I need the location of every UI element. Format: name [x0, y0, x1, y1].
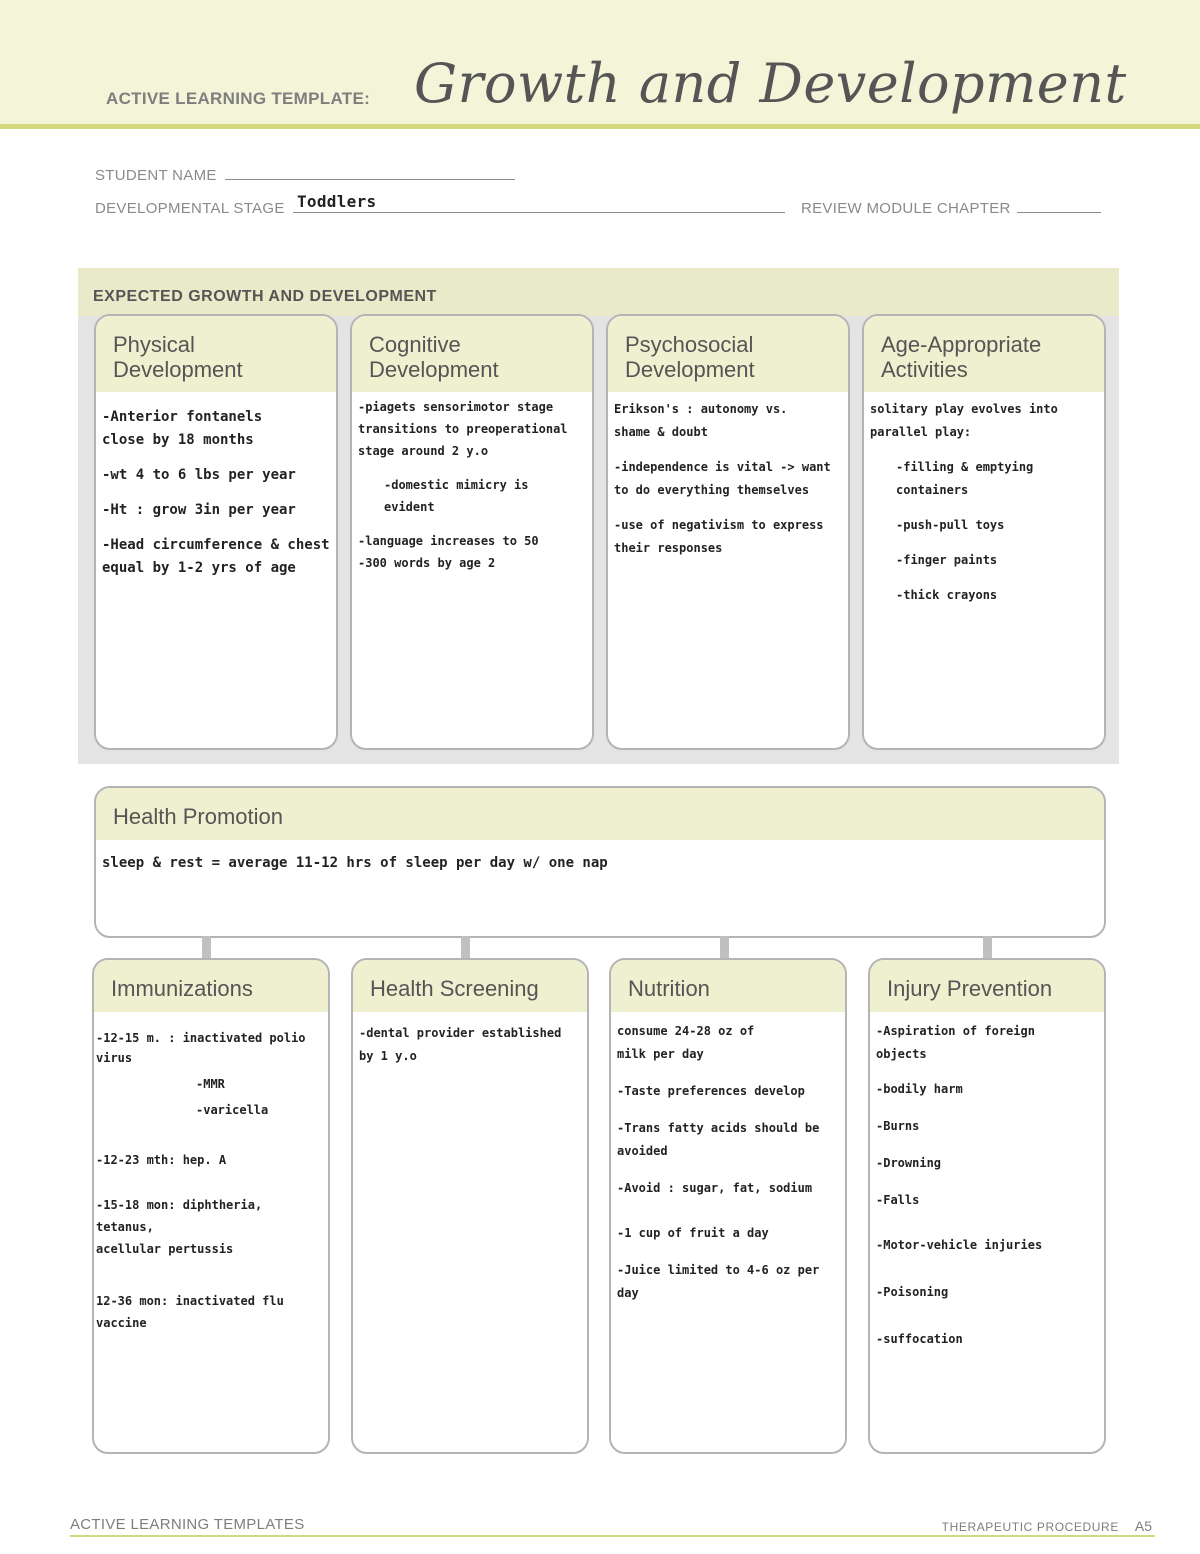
health-promotion-text: sleep & rest = average 11-12 hrs of sleep per day w/ one nap: [102, 855, 608, 871]
physical-development-title: Physical Development: [113, 332, 243, 382]
list-item: -1 cup of fruit a day: [617, 1226, 769, 1240]
list-item: -suffocation: [876, 1332, 963, 1346]
review-module-label: REVIEW MODULE CHAPTER: [801, 200, 1011, 217]
health-screening-card: [351, 958, 589, 1454]
nutrition-list[interactable]: [617, 1020, 841, 1317]
list-item: -Juice limited to 4-6 oz per day: [617, 1263, 820, 1300]
list-item: -Aspiration of foreign objects: [876, 1024, 1035, 1061]
list-item: -piagets sensorimotor stage transitions to preoperational stage around 2 y.o: [358, 400, 568, 458]
immunizations-list[interactable]: [96, 1028, 324, 1346]
list-item: -varicella: [196, 1103, 269, 1117]
health-promotion-notes[interactable]: [102, 852, 1100, 887]
list-item: -15-18 mon: diphtheria, tetanus, acellular pertussis: [96, 1198, 263, 1256]
list-item: -thick crayons: [896, 588, 998, 602]
health-screening-list[interactable]: [359, 1022, 583, 1080]
nutrition-card: [609, 958, 847, 1454]
list-item: -12-15 m. : inactivated polio virus: [96, 1031, 306, 1065]
student-name-field[interactable]: [95, 166, 515, 184]
list-item: -Avoid : sugar, fat, sodium: [617, 1181, 813, 1195]
age-appropriate-activities-card: [862, 314, 1106, 750]
list-item: -finger paints: [896, 553, 998, 567]
footer-rule: [70, 1535, 1155, 1537]
health-screening-title: Health Screening: [370, 976, 539, 1001]
list-item: -Anterior fontanels close by 18 months: [102, 409, 263, 448]
list-item: -use of negativism to express their responses: [614, 518, 824, 555]
student-name-label: STUDENT NAME: [95, 167, 217, 184]
physical-development-list[interactable]: [102, 406, 332, 592]
list-item: -MMR: [196, 1077, 225, 1091]
expected-growth-title: EXPECTED GROWTH AND DEVELOPMENT: [93, 288, 437, 305]
physical-development-card: [94, 314, 338, 750]
list-item: -language increases to 50 -300 words by age 2: [358, 534, 539, 570]
list-item: -Trans fatty acids should be avoided: [617, 1121, 820, 1158]
list-item: -Taste preferences develop: [617, 1084, 805, 1098]
nutrition-title: Nutrition: [628, 976, 710, 1001]
list-item: -Ht : grow 3in per year: [102, 502, 296, 518]
list-item: -bodily harm: [876, 1082, 963, 1096]
list-item: -filling & emptying containers: [896, 460, 1034, 497]
list-item: -push-pull toys: [896, 518, 1005, 532]
review-module-field[interactable]: [801, 199, 1101, 217]
health-promotion-card: [94, 786, 1106, 938]
footer-page-number: A5: [1134, 1518, 1152, 1534]
list-item: solitary play evolves into parallel play:: [870, 402, 1058, 439]
connector: [202, 936, 211, 958]
immunizations-card: [92, 958, 330, 1454]
list-item: -independence is vital -> want to do everything themselves: [614, 460, 831, 497]
list-item: -Drowning: [876, 1156, 942, 1170]
review-module-line: [1017, 199, 1101, 213]
footer-section: THERAPEUTIC PROCEDURE: [941, 1520, 1119, 1534]
list-item: -dental provider established by 1 y.o: [359, 1026, 562, 1063]
cognitive-development-card: [350, 314, 594, 750]
footer-right-text: [942, 1518, 1152, 1534]
template-label: ACTIVE LEARNING TEMPLATE:: [106, 89, 371, 108]
list-item: -12-23 mth: hep. A: [96, 1153, 227, 1167]
list-item: consume 24-28 oz of milk per day: [617, 1024, 755, 1061]
list-item: -Falls: [876, 1193, 920, 1207]
list-item: -wt 4 to 6 lbs per year: [102, 467, 296, 483]
list-item: -domestic mimicry is evident: [384, 478, 529, 514]
age-appropriate-activities-title: Age-Appropriate Activities: [881, 332, 1042, 382]
student-name-line: [225, 166, 515, 180]
psychosocial-development-title: Psychosocial Development: [625, 332, 755, 382]
developmental-stage-value: Toddlers: [297, 192, 377, 211]
psychosocial-development-card: [606, 314, 850, 750]
psychosocial-development-list[interactable]: [614, 398, 844, 572]
list-item: 12-36 mon: inactivated flu vaccine: [96, 1294, 284, 1330]
page-title: Growth and Development: [414, 52, 1127, 115]
list-item: -Poisoning: [876, 1285, 949, 1299]
cognitive-development-title: Cognitive Development: [369, 332, 499, 382]
connector: [983, 936, 992, 958]
health-promotion-title: Health Promotion: [113, 804, 283, 829]
injury-prevention-list[interactable]: [876, 1020, 1100, 1363]
cognitive-development-list[interactable]: [358, 396, 588, 586]
list-item: Erikson's : autonomy vs. shame & doubt: [614, 402, 788, 439]
injury-prevention-title: Injury Prevention: [887, 976, 1053, 1001]
footer-left-text: ACTIVE LEARNING TEMPLATES: [70, 1516, 305, 1533]
immunizations-title: Immunizations: [111, 976, 253, 1001]
list-item: -Motor-vehicle injuries: [876, 1238, 1043, 1252]
list-item: -Head circumference & chest equal by 1-2 yrs of age: [102, 537, 330, 576]
connector: [461, 936, 470, 958]
connector: [720, 936, 729, 958]
list-item: -Burns: [876, 1119, 920, 1133]
developmental-stage-label: DEVELOPMENTAL STAGE: [95, 200, 285, 217]
developmental-stage-field[interactable]: [95, 192, 785, 217]
age-appropriate-activities-list[interactable]: [870, 398, 1100, 619]
injury-prevention-card: [868, 958, 1106, 1454]
header-rule: [0, 124, 1200, 129]
